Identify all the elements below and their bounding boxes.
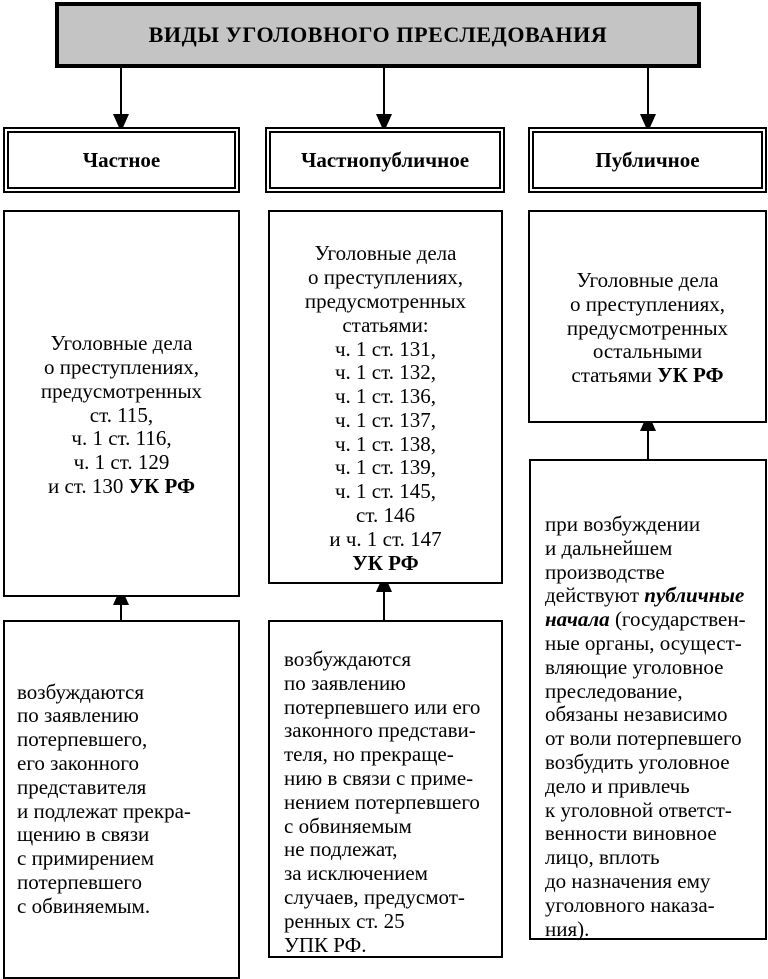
public-note-text: при возбуждении и дальнейшем производстве действуют публичные начала (государствен- ные органы, осущест- вляющие уголовное преследование, обязаны независимо от воли потерпевшего возбудить уголовное дело и привлечь к уголовной ответст- венности виновное лицо, вплоть до назначения ему уголовного наказа- ния).: [545, 512, 746, 941]
private-note-box: [3, 620, 240, 979]
type-semi-public-label: Частнопубличное: [300, 147, 470, 172]
diagram-title: ВИДЫ УГОЛОВНОГО ПРЕСЛЕДОВАНИЯ: [148, 22, 608, 47]
public-principles-emphasis: публичные начала: [545, 583, 745, 632]
private-cases-box: [3, 210, 240, 597]
public-note-box: [529, 459, 767, 940]
semi-public-cases-box: [268, 210, 503, 584]
public-cases-text: Уголовные дела о преступлениях, предусмотренных остальными статьями УК РФ: [566, 267, 729, 388]
private-cases-text: Уголовные дела о преступлениях, предусмотренных ст. 115, ч. 1 ст. 116, ч. 1 ст. 129 и ст. 130 УК РФ: [40, 331, 203, 498]
type-private-label: Частное: [82, 147, 161, 172]
semi-public-note-box: [268, 620, 503, 958]
private-note-text: возбуждаются по заявлению потерпевшего, его законного представителя и подлежат прекра- щению в связи с примирением потерпевшего с обвиняемым.: [17, 679, 191, 918]
type-public-box: [528, 127, 767, 193]
type-public-label: Публичное: [595, 147, 700, 172]
public-cases-box: [528, 210, 767, 423]
semi-public-note-text: возбуждаются по заявлению потерпевшего или его законного представи- теля, но прекраще- нию в связи с приме- нением потерпевшего с обвиняемым не подлежат, за исключением случаев, предусмот- ренных ст. 25 УПК РФ.: [284, 647, 481, 957]
type-private-box: [3, 127, 240, 193]
diagram-title-box: [55, 2, 701, 68]
type-semi-public-box: [265, 127, 505, 193]
semi-public-cases-text: Уголовные дела о преступлениях, предусмотренных статьями: ч. 1 ст. 131, ч. 1 ст. 132, ч. 1 ст. 136, ч. 1 ст. 137, ч. 1 ст. 138, ч. 1 ст. 139, ч. 1 ст. 145, ст. 146 и ч. 1 ст. 147 УК РФ: [304, 241, 467, 575]
